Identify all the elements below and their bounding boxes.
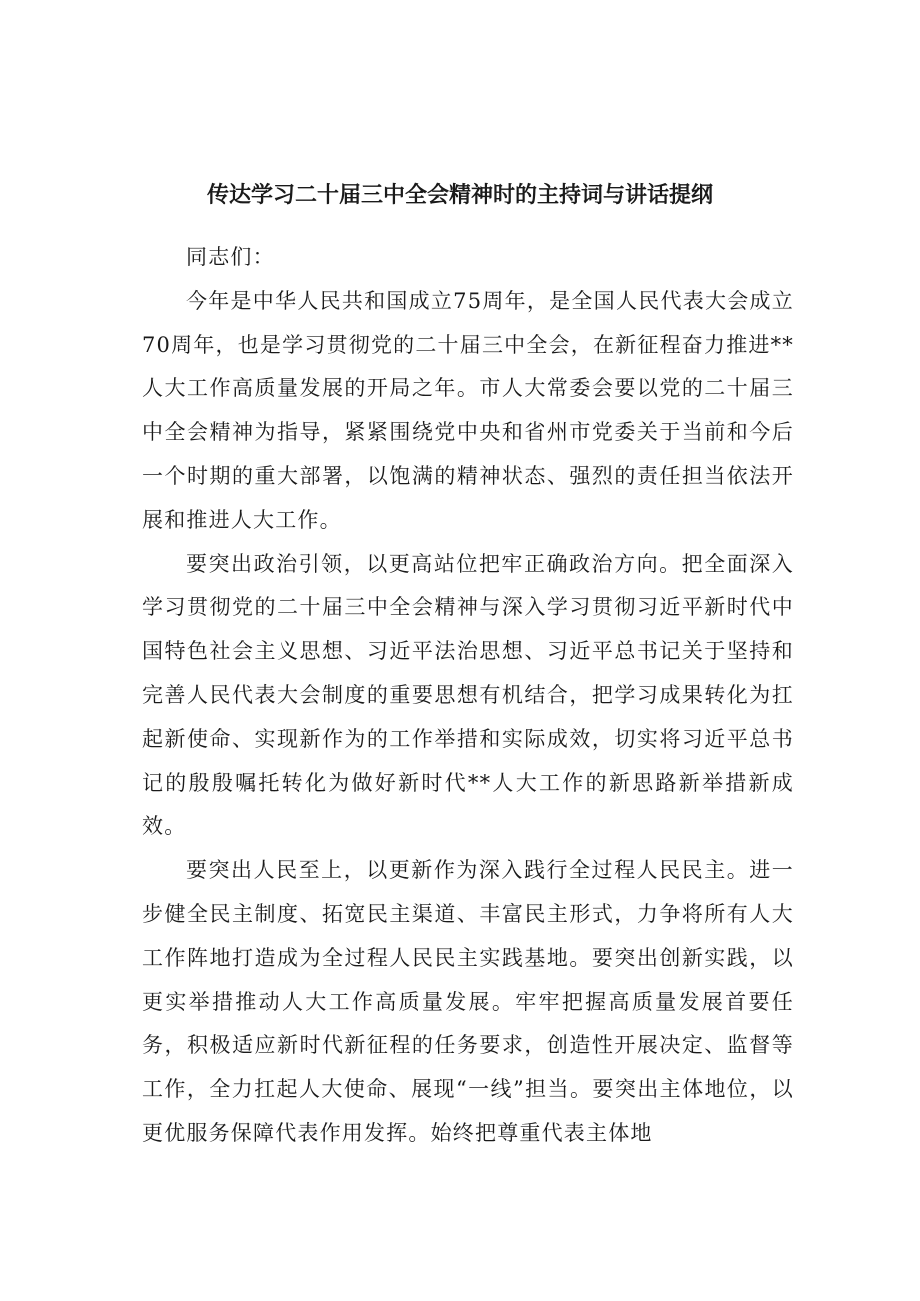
salutation: 同志们： xyxy=(186,245,275,269)
document-title: 传达学习二十届三中全会精神时的主持词与讲话提纲 xyxy=(206,183,713,208)
document-body xyxy=(142,236,794,1156)
paragraph-1: 今年是中华人民共和国成立75周年，是全国人民代表大会成立70周年，也是学习贯彻党的二十届三中全会，在新征程奋力推进**人大工作高质量发展的开局之年。市人大常委会要以党的二十届三中全会精神为指导，紧紧围绕党中央和省州市党委关于当前和今后一个时期的重大部署，以饱满的精神状态、强烈的责任担当依法开展和推进人大工作。 xyxy=(142,288,794,532)
paragraph-3: 要突出人民至上，以更新作为深入践行全过程人民民主。进一步健全民主制度、拓宽民主渠道、丰富民主形式，力争将所有人大工作阵地打造成为全过程人民民主实践基地。要突出创新实践，以更实举措推动人大工作高质量发展。牢牢把握高质量发展首要任务，积极适应新时代新征程的任务要求，创造性开展决定、监督等工作，全力扛起人大使命、展现“一线”担当。要突出主体地位，以更优服务保障代表作用发挥。始终把尊重代表主体地 xyxy=(142,858,794,1145)
paragraph-2: 要突出政治引领，以更高站位把牢正确政治方向。把全面深入学习贯彻党的二十届三中全会精神与深入学习贯彻习近平新时代中国特色社会主义思想、习近平法治思想、习近平总书记关于坚持和完善人民代表大会制度的重要思想有机结合，把学习成果转化为扛起新使命、实现新作为的工作举措和实际成效，切实将习近平总书记的殷殷嘱托转化为做好新时代**人大工作的新思路新举措新成效。 xyxy=(142,551,794,839)
